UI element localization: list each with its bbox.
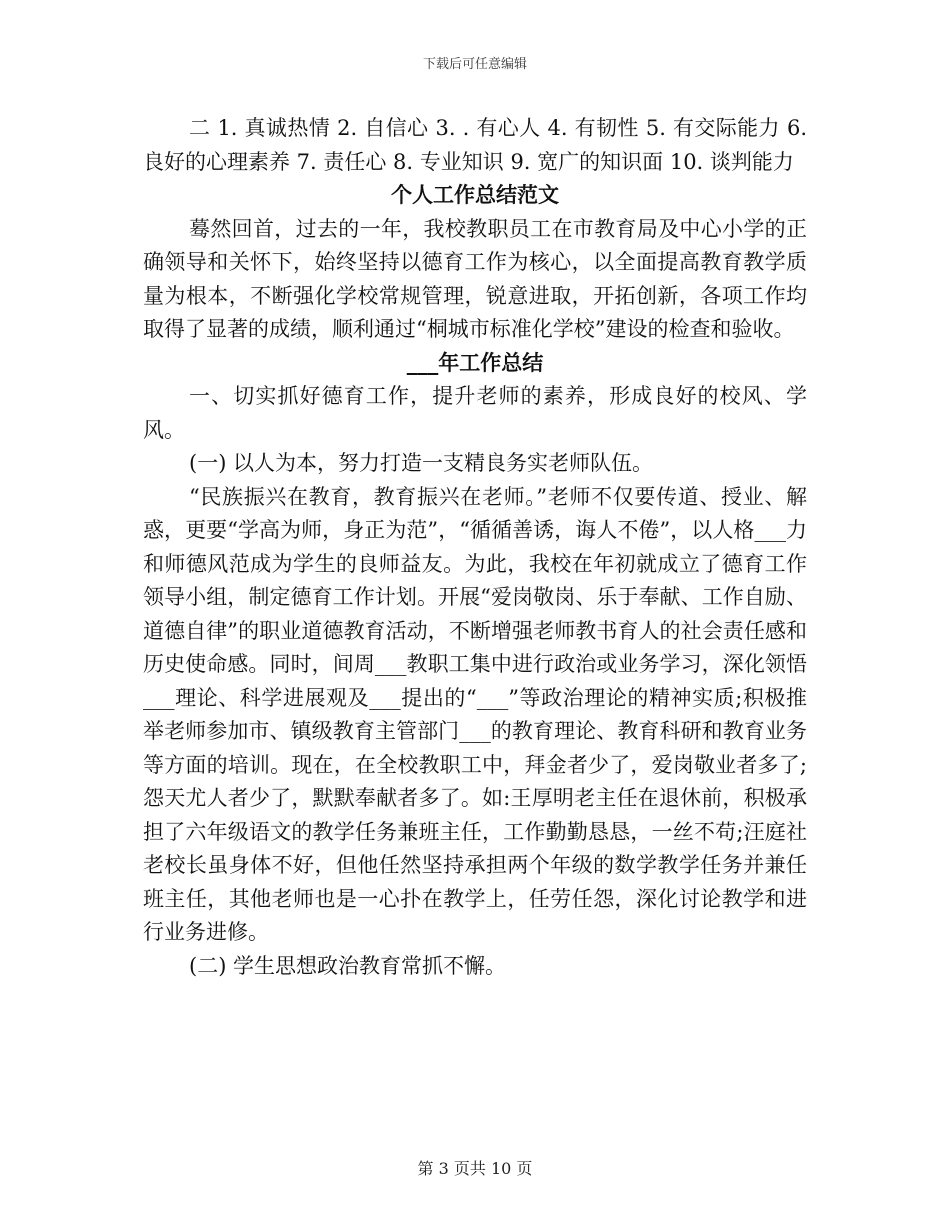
section-title-summary: 个人工作总结范文 xyxy=(391,183,559,207)
paragraph-subsection-1: (一) 以人为本，努力打造一支精良务实老师队伍。 xyxy=(189,451,654,475)
section-title-year-summary: ___年工作总结 xyxy=(406,350,544,375)
paragraph-subsection-2: (二) 学生思想政治教育常抓不懈。 xyxy=(189,953,507,978)
paragraph-qualities: 二 1. 真诚热情 2. 自信心 3. . 有心人 4. 有韧性 5. 有交际能力 6. 良好的心理素养 7. 责任心 8. 专业知识 9. 宽广的知识面 10. 谈判能力 xyxy=(143,116,814,174)
page-footer: 第 3 页共 10 页 xyxy=(417,1159,533,1178)
page-header: 下载后可任意编辑 xyxy=(422,57,527,72)
paragraph-moral-education: 一、切实抓好德育工作，提升老师的素养，形成良好的校风、学风。 xyxy=(143,384,807,442)
document-body xyxy=(143,112,814,983)
paragraph-teacher-team: “民族振兴在教育，教育振兴在老师。”老师不仅要传道、授业、解惑，更要“学高为师，身正为范”，“循循善诱，诲人不倦”，以人格___力和师德风范成为学生的良师益友。为此，我校在年初就成立了德育工作领导小组，制定德育工作计划。开展“爱岗敬岗、乐于奉献、工作自励、道德自律”的职业道德教育活动，不断增强老师教书育人的社会责任感和历史使命感。同时，间周___教职工集中进行政治或业务学习，深化领悟___理论、科学进展观及___提出的“___”等政治理论的精神实质;积极推举老师参加市、镇级教育主管部门___的教育理论、教育科研和教育业务等方面的培训。现在，在全校教职工中，拜金者少了，爱岗敬业者多了;怨天尤人者少了，默默奉献者多了。如:王厚明老主任在退休前，积极承担了六年级语文的教学任务兼班主任，工作勤勤恳恳，一丝不苟;汪庭社老校长虽身体不好，但他任然坚持承担两个年级的数学教学任务并兼任班主任，其他老师也是一心扑在教学上，任劳任怨，深化讨论教学和进行业务进修。 xyxy=(143,484,807,944)
paragraph-intro: 蓦然回首，过去的一年，我校教职员工在市教育局及中心小学的正确领导和关怀下，始终坚持以德育工作为核心，以全面提高教育教学质量为根本，不断强化学校常规管理，锐意进取，开拓创新，各项工作均取得了显著的成绩，顺利通过“桐城市标准化学校”建设的检查和验收。 xyxy=(143,216,807,341)
